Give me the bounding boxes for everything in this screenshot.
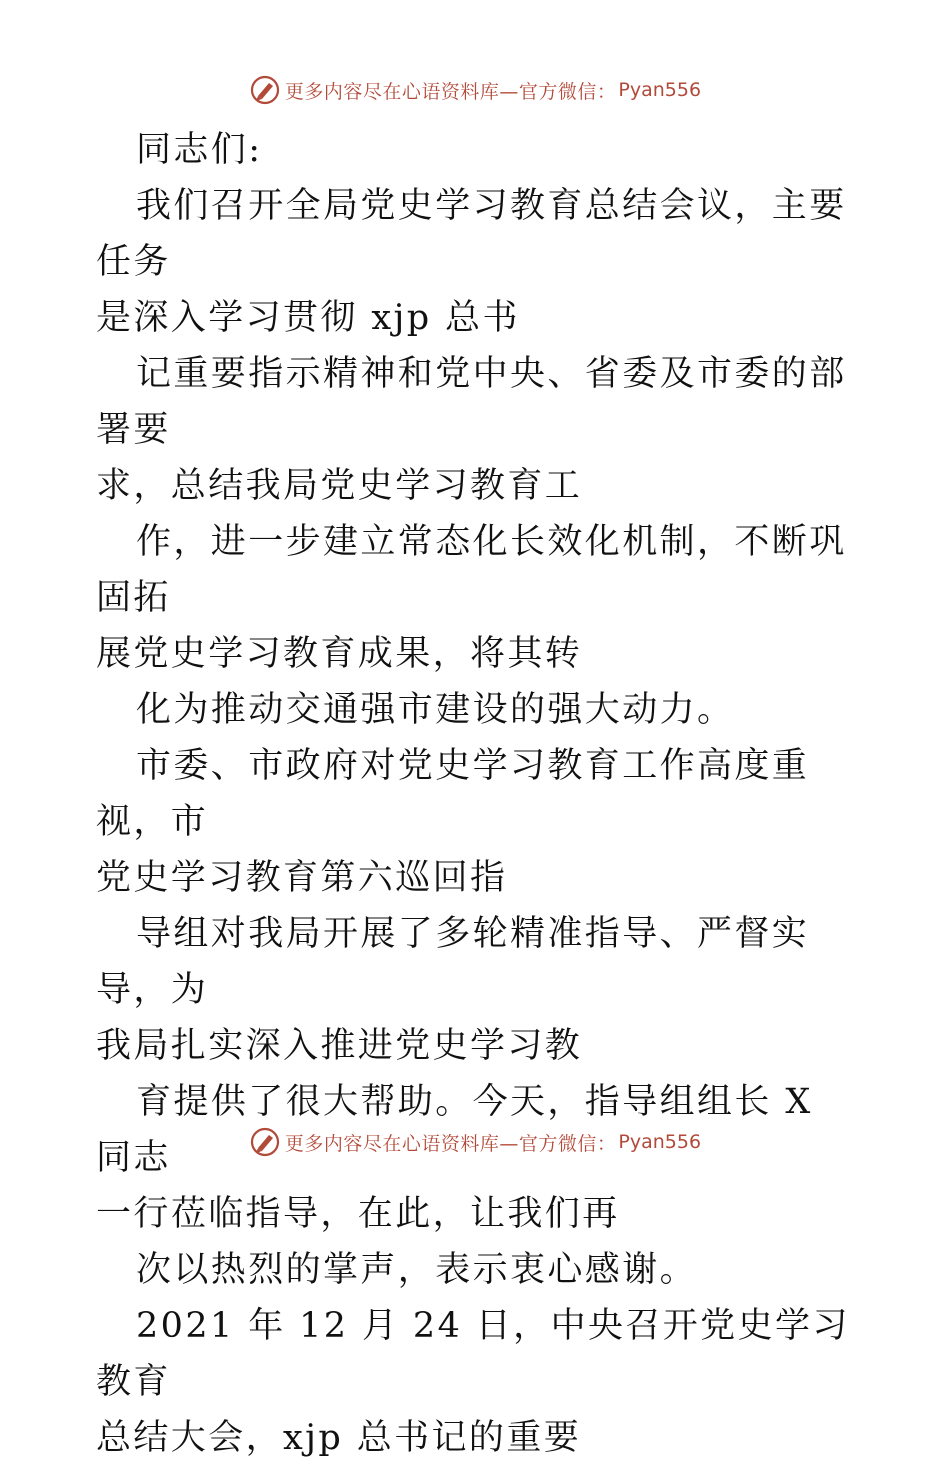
watermark-text: 更多内容尽在心语资料库—官方微信： [284,1132,617,1155]
paragraph [96,514,856,682]
paragraph [96,1298,856,1466]
paragraph-line: 市委、市政府对党史学习教育工作高度重视，市 [96,746,810,842]
paragraph [96,682,856,738]
paragraph-line: 2021 年 12 月 24 日，中央召开党史学习教育 [96,1306,850,1402]
footer-watermark [0,1124,950,1160]
paragraph [96,738,856,906]
pen-seal-logo-icon [249,74,281,106]
watermark-id: Pyan556 [618,1131,702,1153]
salutation: 同志们: [136,130,263,170]
paragraph-line: 党史学习教育第六巡回指 [96,858,508,898]
paragraph-line: 一行莅临指导，在此，让我们再 [96,1194,620,1234]
paragraph-line: 我们召开全局党史学习教育总结会议，主要任务 [96,186,847,282]
paragraph-line: 总结大会，xjp 总书记的重要 [96,1418,582,1458]
paragraph [96,906,856,1074]
paragraph-line: 求，总结我局党史学习教育工 [96,466,583,506]
paragraph-line: 育提供了很大帮助。今天，指导组组长 X 同志 [96,1082,813,1178]
watermark-id: Pyan556 [618,79,702,101]
paragraph-line: 导组对我局开展了多轮精准指导、严督实导，为 [96,914,810,1010]
document-body [96,122,856,1466]
paragraph-line: 我局扎实深入推进党史学习教 [96,1026,583,1066]
watermark-text: 更多内容尽在心语资料库—官方微信： [284,80,617,103]
paragraph-line: 展党史学习教育成果，将其转 [96,634,583,674]
paragraph-line: 是深入学习贯彻 xjp 总书 [96,298,520,338]
paragraph [96,1242,856,1298]
paragraph-line: 化为推动交通强市建设的强大动力。 [136,690,735,730]
paragraph [96,346,856,514]
paragraph-line: 记重要指示精神和党中央、省委及市委的部署要 [96,354,847,450]
paragraph-line: 次以热烈的掌声，表示衷心感谢。 [136,1250,698,1290]
paragraph [96,178,856,346]
pen-seal-logo-icon [249,1126,281,1158]
header-watermark [0,72,950,108]
paragraph-line: 作，进一步建立常态化长效化机制，不断巩固拓 [96,522,847,618]
